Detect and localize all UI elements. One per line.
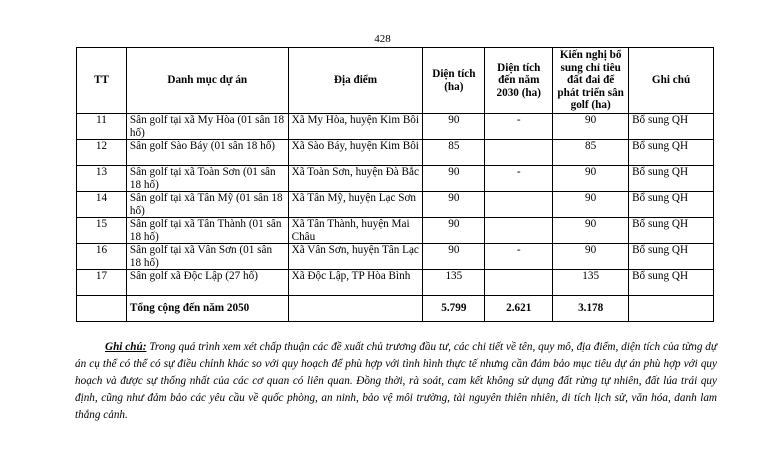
row-note: Bổ sung QH (629, 114, 714, 140)
total-proposal: 3.178 (553, 296, 629, 322)
row-proposal: 90 (553, 114, 629, 140)
footnote (75, 339, 717, 424)
table-row (77, 218, 714, 244)
row-area: 90 (423, 244, 485, 270)
row-project: Sân golf xã Độc Lập (27 hố) (126, 270, 288, 296)
page-number: 428 (374, 33, 391, 45)
row-area-2030 (485, 270, 553, 296)
row-proposal: 135 (553, 270, 629, 296)
row-proposal: 90 (553, 218, 629, 244)
row-proposal: 90 (553, 166, 629, 192)
row-tt: 11 (77, 114, 127, 140)
table-row (77, 270, 714, 296)
row-area-2030 (485, 192, 553, 218)
header-area: Diện tích (ha) (423, 48, 485, 114)
row-tt: 13 (77, 166, 127, 192)
row-project: Sân golf tại xã My Hòa (01 sân 18 hố) (126, 114, 288, 140)
table-row (77, 244, 714, 270)
row-note: Bổ sung QH (629, 244, 714, 270)
row-project: Sân golf tại xã Tân Mỹ (01 sân 18 hố) (126, 192, 288, 218)
total-row (77, 296, 714, 322)
row-location: Xã Sào Báy, huyện Kim Bôi (288, 140, 423, 166)
total-label: Tổng cộng đến năm 2050 (126, 296, 288, 322)
row-tt: 15 (77, 218, 127, 244)
row-location: Xã Tân Thành, huyện Mai Châu (288, 218, 423, 244)
row-area-2030 (485, 218, 553, 244)
row-proposal: 90 (553, 192, 629, 218)
row-project: Sân golf tại xã Toàn Sơn (01 sân 18 hố) (126, 166, 288, 192)
table-row (77, 166, 714, 192)
row-proposal: 90 (553, 244, 629, 270)
total-tt-cell (77, 296, 127, 322)
footnote-text: Trong quá trình xem xét chấp thuận các đề xuất chủ trương đầu tư, các chi tiết về tên, quy mô, địa điểm, diện tích của từng dự án cụ thể có thể có sự điều chỉnh khác so với quy hoạch để phù hợp với tình hình thực tế nhưng cần đảm bảo mục tiêu dự án phù hợp với quy hoạch và được sự thống nhất của các cơ quan có liên quan. Đồng thời, rà soát, cam kết không sử dụng đất rừng tự nhiên, đất lúa trái quy định, cũng như đảm bảo các yêu cầu về quốc phòng, an ninh, bảo vệ môi trường, tài nguyên thiên nhiên, di tích lịch sử, văn hóa, danh lam thắng cảnh. (75, 341, 717, 422)
table-row (77, 192, 714, 218)
golf-course-table (76, 47, 714, 322)
row-tt: 12 (77, 140, 127, 166)
header-note: Ghi chú (629, 48, 714, 114)
total-area-2030: 2.621 (485, 296, 553, 322)
total-area: 5.799 (423, 296, 485, 322)
row-area-2030: - (485, 114, 553, 140)
row-area: 90 (423, 218, 485, 244)
row-tt: 17 (77, 270, 127, 296)
row-area: 85 (423, 140, 485, 166)
row-area: 135 (423, 270, 485, 296)
row-project: Sân golf Sào Báy (01 sân 18 hố) (126, 140, 288, 166)
row-area: 90 (423, 166, 485, 192)
row-area-2030: - (485, 244, 553, 270)
row-tt: 16 (77, 244, 127, 270)
row-location: Xã Toàn Sơn, huyện Đà Bắc (288, 166, 423, 192)
row-location: Xã My Hòa, huyện Kim Bôi (288, 114, 423, 140)
row-location: Xã Vân Sơn, huyện Tân Lạc (288, 244, 423, 270)
total-location-cell (288, 296, 423, 322)
row-note: Bổ sung QH (629, 218, 714, 244)
row-project: Sân golf tại xã Tân Thành (01 sân 18 hố) (126, 218, 288, 244)
row-location: Xã Tân Mỹ, huyện Lạc Sơn (288, 192, 423, 218)
row-area-2030 (485, 140, 553, 166)
row-area: 90 (423, 192, 485, 218)
header-location: Địa điểm (288, 48, 423, 114)
row-tt: 14 (77, 192, 127, 218)
row-project: Sân golf tại xã Vân Sơn (01 sân 18 hố) (126, 244, 288, 270)
header-tt: TT (77, 48, 127, 114)
table-row (77, 114, 714, 140)
row-note: Bổ sung QH (629, 192, 714, 218)
row-location: Xã Độc Lập, TP Hòa Bình (288, 270, 423, 296)
row-note: Bổ sung QH (629, 166, 714, 192)
total-note-cell (629, 296, 714, 322)
header-area-2030: Diện tích đến năm 2030 (ha) (485, 48, 553, 114)
table-header-row (77, 48, 714, 114)
header-project: Danh mục dự án (126, 48, 288, 114)
table-row (77, 140, 714, 166)
row-area: 90 (423, 114, 485, 140)
row-note: Bổ sung QH (629, 140, 714, 166)
row-note: Bổ sung QH (629, 270, 714, 296)
row-proposal: 85 (553, 140, 629, 166)
footnote-label: Ghi chú: (105, 341, 147, 354)
row-area-2030: - (485, 166, 553, 192)
header-proposal: Kiến nghị bổ sung chỉ tiêu đất đai để phát triển sân golf (ha) (553, 48, 629, 114)
